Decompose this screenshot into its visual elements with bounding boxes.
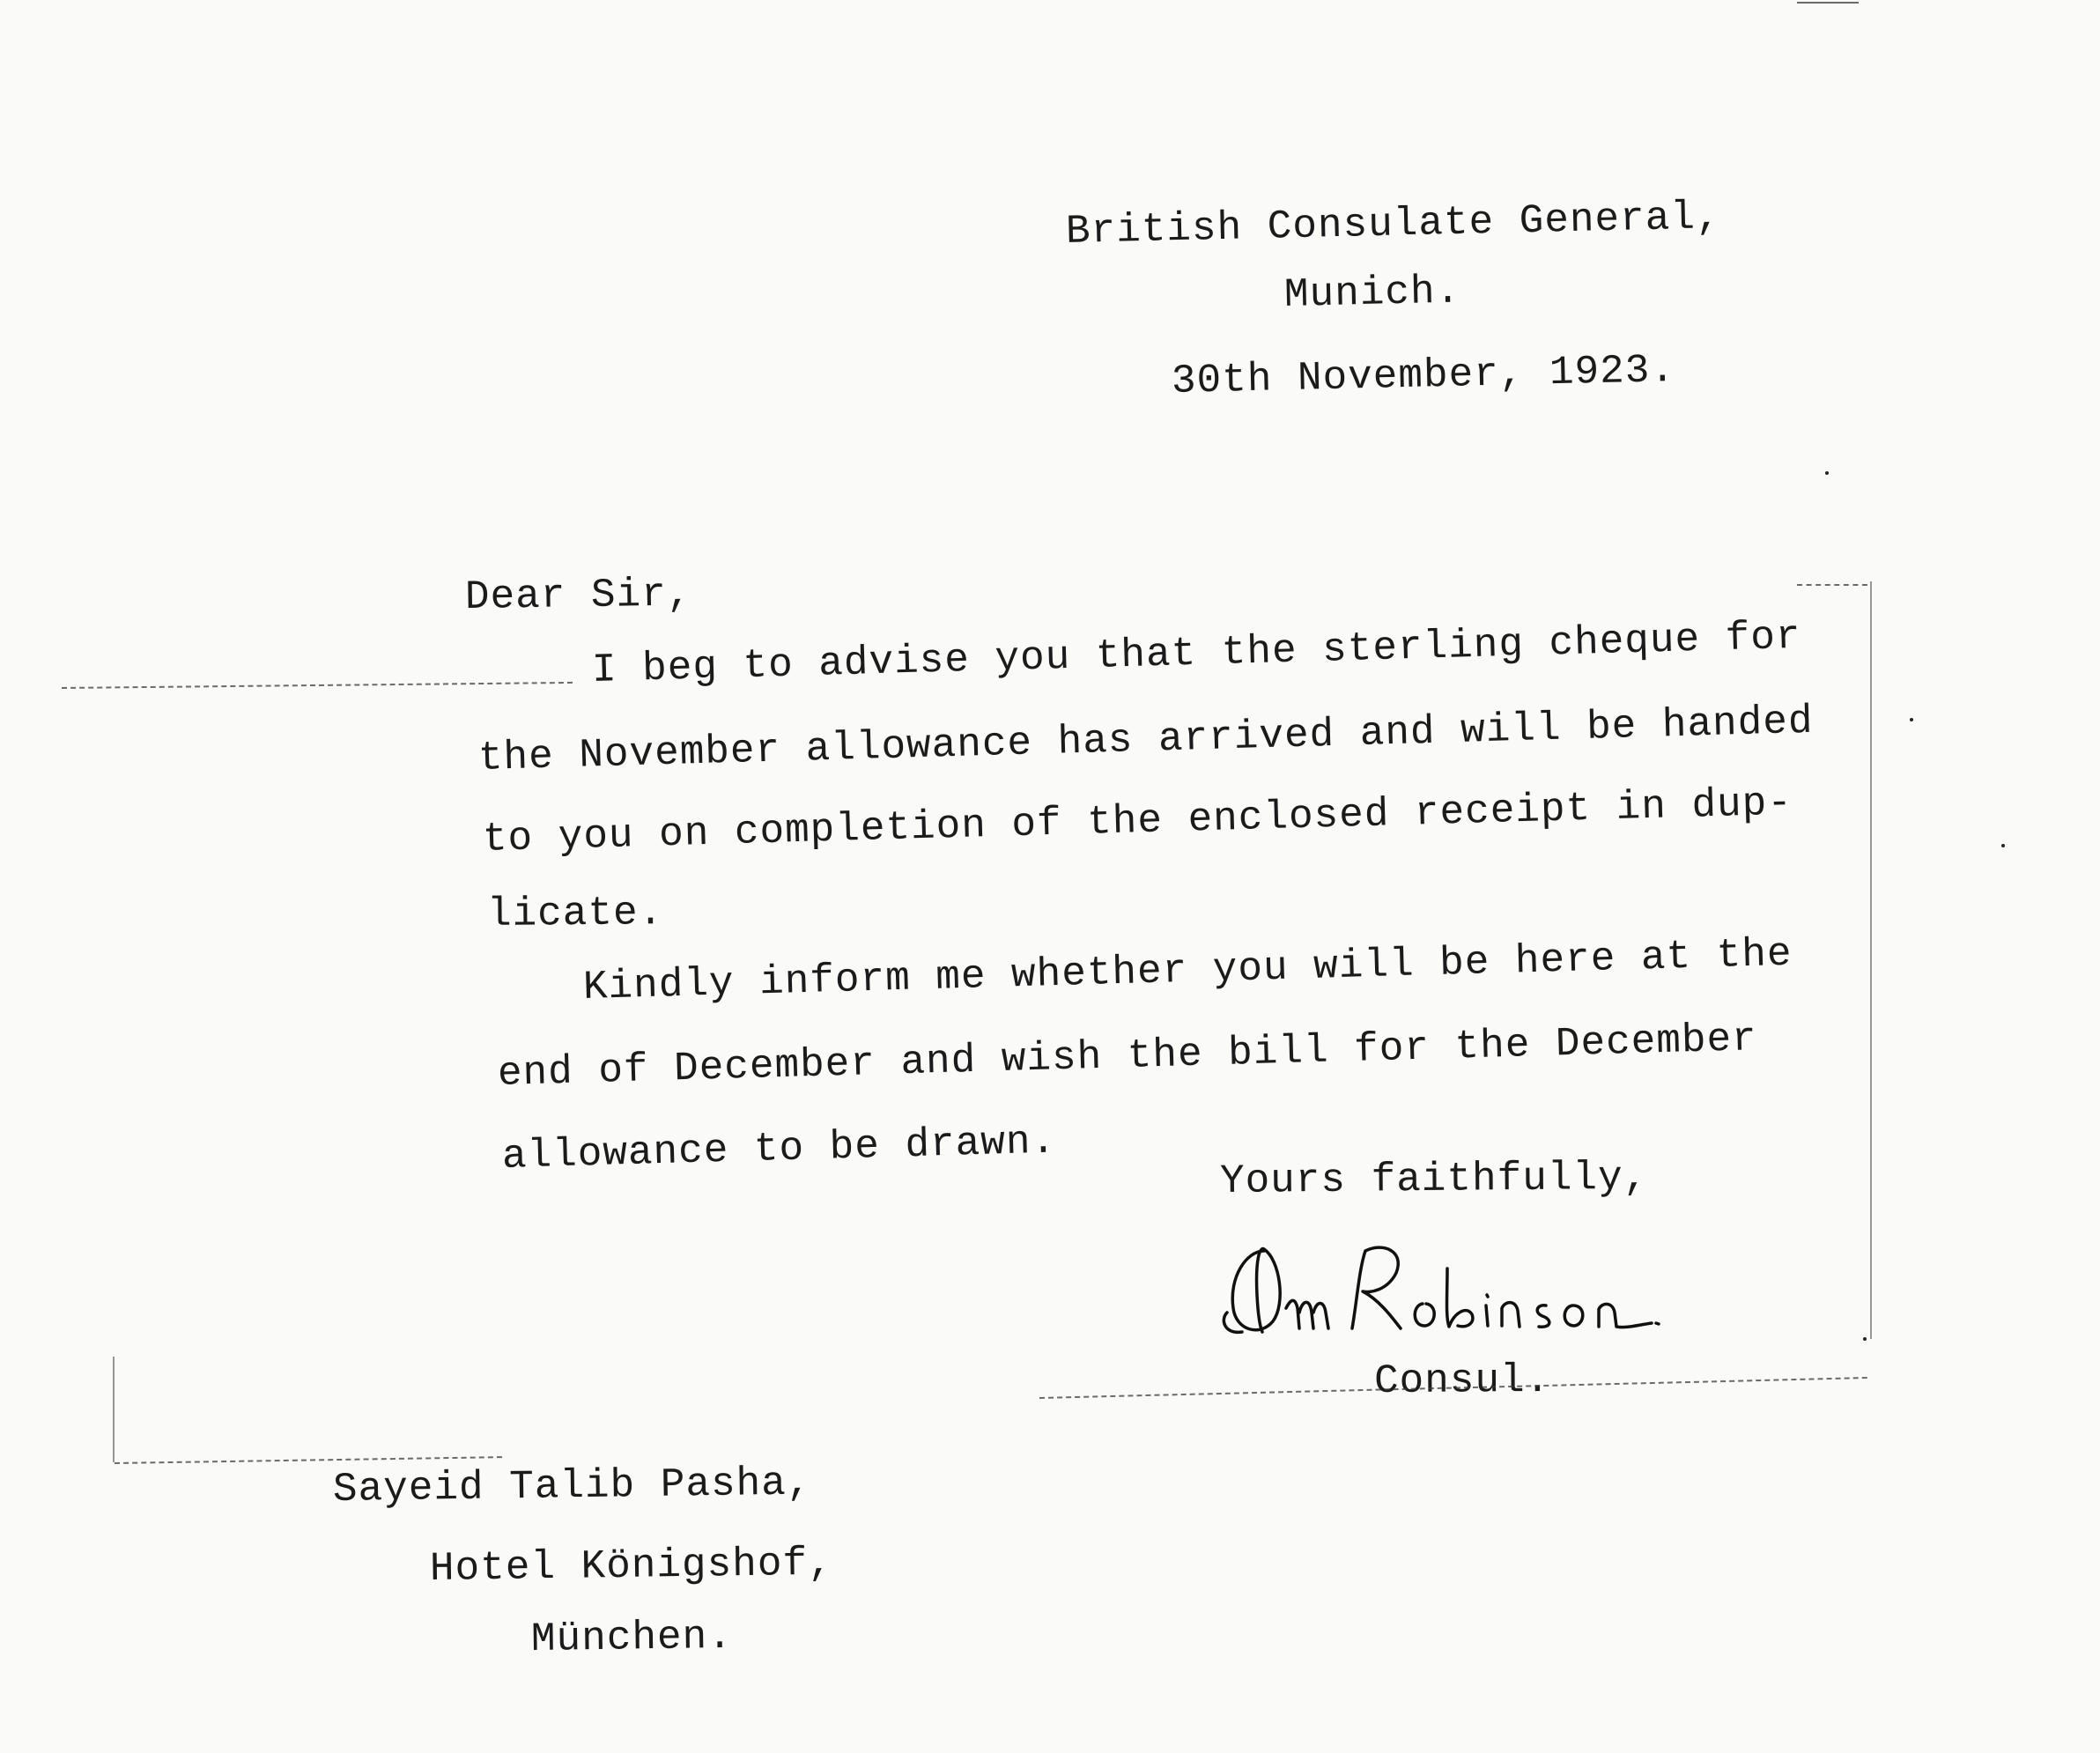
scan-speck [1863, 1337, 1867, 1341]
addressee-city: München. [530, 1613, 734, 1662]
addressee-hotel: Hotel Königshof, [429, 1540, 833, 1592]
scan-speck [2001, 844, 2005, 847]
body-line: allowance to be drawn. [501, 1118, 1057, 1180]
paste-edge-line [115, 1456, 502, 1464]
scan-speck [1825, 471, 1829, 475]
body-line: end of December and wish the bill for the December [497, 1016, 1758, 1097]
paste-edge-line [62, 682, 573, 689]
paste-edge-line [1797, 584, 1867, 586]
body-line: to you on completion of the enclosed receipt in dup- [482, 780, 1793, 862]
body-line: licate. [486, 890, 664, 937]
paste-edge-line [1870, 581, 1872, 1339]
signatory-title: Consul. [1373, 1357, 1551, 1404]
salutation: Dear Sir, [464, 571, 692, 620]
closing: Yours faithfully, [1219, 1154, 1649, 1204]
body-line: the November allowance has arrived and will be handed [477, 698, 1815, 781]
scan-speck [1910, 718, 1913, 721]
paste-edge-line [1797, 2, 1859, 4]
handwritten-signature [1211, 1224, 1687, 1357]
letter-date: 30th November, 1923. [1171, 347, 1676, 404]
addressee-name: Sayeid Talib Pasha, [332, 1460, 812, 1513]
body-line: I beg to advise you that the sterling cheque for [591, 613, 1802, 693]
paste-edge-line [113, 1357, 115, 1462]
sender-city: Munich. [1283, 268, 1461, 318]
body-line: Kindly inform me whether you will be here at the [582, 930, 1793, 1010]
sender-office: British Consulate General, [1065, 194, 1722, 255]
